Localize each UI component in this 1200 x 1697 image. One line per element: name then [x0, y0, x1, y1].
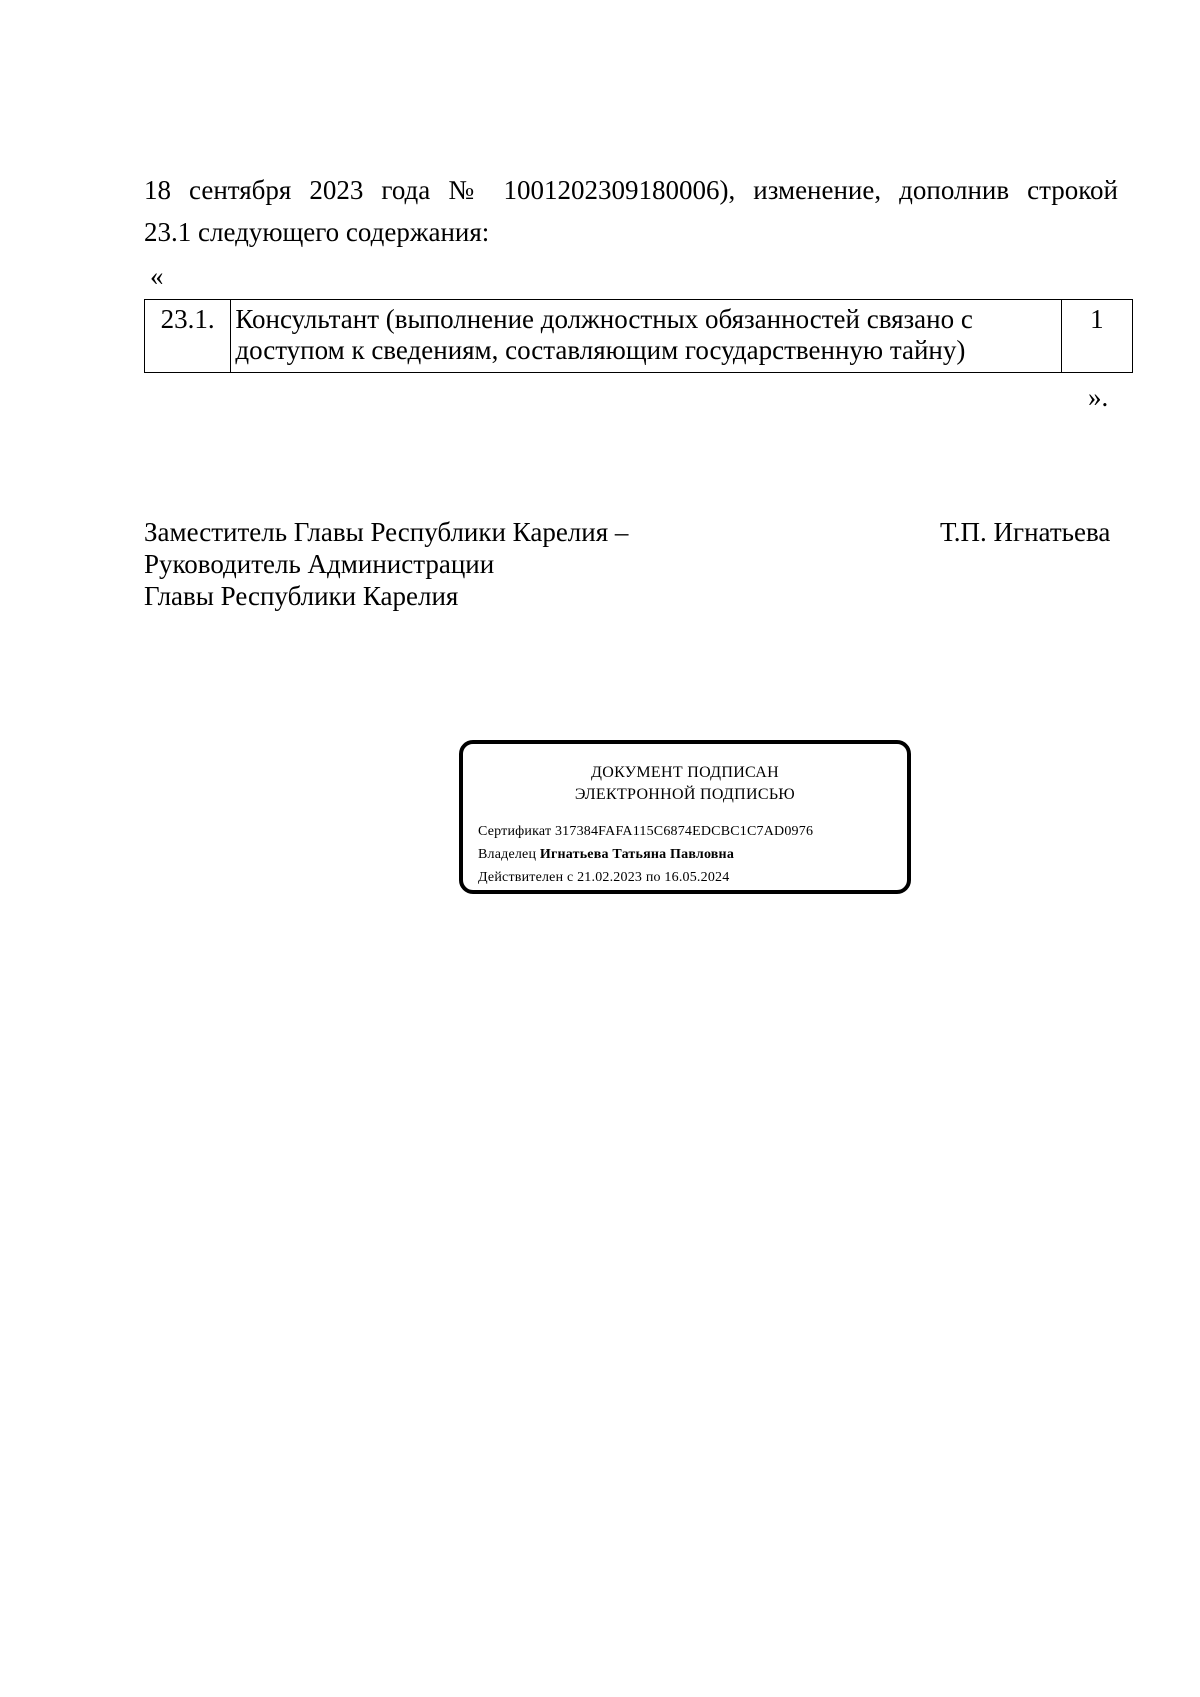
stamp-title [463, 762, 907, 806]
position-line-1: Заместитель Главы Республики Карелия – [144, 517, 629, 547]
row-number: 23.1. [145, 300, 231, 373]
valid-from: 21.02.2023 [577, 870, 643, 885]
paragraph-line-1: 18 сентября 2023 года № 1001202309180006), изменение, дополнив строкой [144, 175, 1118, 205]
stamp-validity-line [478, 866, 813, 889]
closing-quote: ». [1088, 382, 1109, 412]
signatory-name: Т.П. Игнатьева [940, 517, 1111, 547]
valid-to: 16.05.2024 [664, 870, 730, 885]
owner-label: Владелец [478, 847, 537, 862]
stamp-title-line-2: ЭЛЕКТРОННОЙ ПОДПИСЬЮ [574, 786, 796, 803]
row-quantity: 1 [1061, 300, 1132, 373]
table-row [145, 300, 1133, 373]
position-line-3: Главы Республики Карелия [144, 581, 459, 611]
electronic-signature-stamp [459, 740, 911, 894]
staff-position-table [144, 299, 1133, 373]
valid-label: Действителен с [478, 870, 574, 885]
valid-to-label: по [645, 870, 661, 885]
row-description: Консультант (выполнение должностных обязанностей связано с доступом к сведениям, составляющим государственную тайну) [231, 300, 1061, 373]
stamp-details [478, 820, 813, 889]
stamp-certificate-line [478, 820, 813, 843]
opening-quote: « [150, 261, 164, 291]
stamp-title-line-1: ДОКУМЕНТ ПОДПИСАН [591, 764, 779, 781]
position-line-2: Руководитель Администрации [144, 549, 495, 579]
signatory-position [144, 516, 628, 612]
certificate-label: Сертификат [478, 824, 552, 839]
stamp-owner-line [478, 843, 813, 866]
paragraph-line-2: 23.1 следующего содержания: [144, 217, 490, 247]
owner-value: Игнатьева Татьяна Павловна [539, 847, 735, 862]
certificate-value: 317384FAFA115C6874EDCBC1C7AD0976 [554, 824, 814, 839]
